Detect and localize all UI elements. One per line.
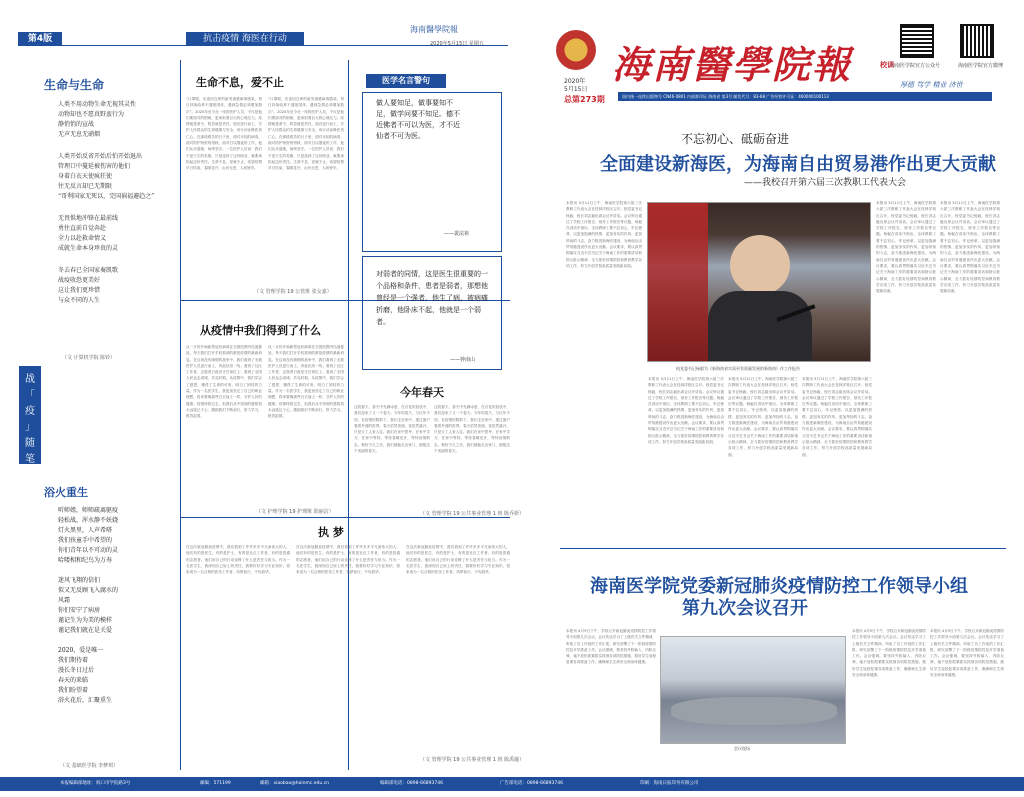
issue-year: 2020年	[564, 78, 586, 85]
footer-post: 邮编：571199	[200, 781, 231, 786]
poem-line: 人类不用动物生命无视其灵性	[58, 101, 137, 108]
university-seal-icon	[556, 30, 596, 70]
footer-print: 印刷：海南日报印务有限公司	[640, 781, 699, 786]
poem-line: 迷风飞翔的信们	[58, 577, 101, 584]
poem-line: 身着白衣天使疯狂使	[58, 173, 113, 180]
article-text: 从一月份开始新型冠状病毒在全国范围内迅速蔓延，每天我们打开手机看到的都是疫情的最新消息。在这场没有硝烟的战争中，我们看到了无数医护人员逆行而上，奔赴抗疫一线；看到了社区工作者、志愿者日夜坚守在岗位上；看到了全国人民众志成城、共克时艰。从疫情中，我们学会了感恩，懂得了生命的可贵，明白了团结的力量。作为一名医学生，我更加坚定了自己的职业理想，将来要像那些白衣战士一样，守护人民的健康。疫情终将过去，但我们从中得到的感悟将永远铭记于心，激励我们不断前行，努力学习，报效祖国。	[186, 345, 262, 419]
right-masthead: 海南醫學院報	[612, 42, 853, 87]
quote-text: 对弱者的同情，这是医生很重要的一个品格和条件，患者是弱者，那想他曾经是一个强者，他生了病，被病痛折磨，他卧床不起，他就是一个弱者。	[376, 270, 488, 326]
qr-code-icon	[900, 24, 934, 58]
qr-caption: 海南医学院官方公众号	[890, 63, 941, 69]
article-credit: （文 管理学院 19 公共事业管理 1 班 陈禹璇）	[420, 757, 525, 763]
footer-address: 本报编辑部地址：海口市学院路3号	[60, 781, 131, 786]
article-text: 本报讯 4月9日下午，学校召开新冠肺炎疫情防控工作领导小组第九次会议。会议传达学习了上级有关文件精神，听取了各工作组的工作汇报，研究部署了下一阶段疫情防控及开学准备工作。会议强调，要坚持外防输入、内防反弹，毫不放松抓紧抓实抓细各项防控措施，做好学生返校复课各项准备工作，确保师生生命安全和身体健康。	[930, 629, 1004, 678]
article-text: 本报讯 5月11日上午，海南医学院第六届三次教职工代表大会在桂林洋校区召开。校党委书记杨毅，校长刘志毅出席会议并讲话。会议审议通过了学校工作报告、财务工作报告等议题。杨毅在讲话中指出，全体教职工要不忘初心、牢记使命，以更加饱满的热情、更加务实的作风、更加昂扬的斗志，奋力推进新海医建设，为海南自由贸易港建设作出更大贡献。会议要求，要认真贯彻落实习近平总书记关于海南工作的重要讲话和指示批示精神，全力抓好疫情防控和教育教学各项工作，努力开创学校高质量发展新局面。	[876, 201, 936, 294]
article-text: “口罩呢，应追回仓库的新发流感病毒感染，每日持续给养不通报国体，遇到急情必须增加数次”。2020年至今在一线的医护人员，不仅是他们要面对的困难，更承担着巨大的心理压力。疫情就是命令，防控就是责任。他们逆行而上，守护人民群众的生命健康与安全，用行动诠释医者仁心。在那段艰苦的日子里，面对未知的病毒，面对防护物资的短缺，面对日以继夜的工作，他们从未退缩，始终坚守。一位医护人员说：我们不是天生的英雄，只是选择了这份职业，就要承担起这份责任。生命不息，爱就不止，希望疫情早日结束，春暖花开，山河无恙，人间皆安。	[186, 97, 262, 171]
footer-bar	[0, 777, 1024, 791]
poem-line: 风霜	[58, 597, 71, 604]
poem-line: 灯火黑里，人声希嗒	[58, 527, 113, 534]
article-title: 今年春天	[400, 386, 444, 399]
poem-line: “哥利国家无死以，完国祸福避趋之”	[58, 193, 155, 200]
article-text: 本报讯 5月11日上午，海南医学院第六届三次教职工代表大会在桂林洋校区召开。校党委书记杨毅，校长刘志毅出席会议并讲话。会议审议通过了学校工作报告、财务工作报告等议题。杨毅在讲话中指出，全体教职工要不忘初心、牢记使命，以更加饱满的热情、更加务实的作风、更加昂扬的斗志，奋力推进新海医建设，为海南自由贸易港建设作出更大贡献。会议要求，要认真贯彻落实习近平总书记关于海南工作的重要讲话和指示批示精神，全力抓好疫情防控和教育教学各项工作，努力开创学校高质量发展新局面。	[566, 201, 642, 268]
poem-line: 你们安宁了病房	[58, 607, 101, 614]
article-text: 在这次新冠肺炎疫情中，我们看到了许许多多平凡而伟大的人，他们有的是医生，有的是护士，有的是社区工作者，有的是普通的志愿者。他们用自己的行动诠释了什么是责任与担当。作为一名医学生，我深知自己肩上的责任，我要好好学习专业知识，将来成为一名合格的医务工作者，执梦前行，不负韶华。	[186, 545, 290, 575]
issue-number: 总第273期	[564, 95, 605, 104]
footer-email: 邮箱：xiaobao@hainmc.edu.cn	[260, 781, 330, 786]
vertical-tag-char: 疫	[25, 406, 35, 417]
poem-line: 全力以赴救命情义	[58, 235, 107, 242]
section-rule	[180, 517, 510, 518]
poem-line: 与众不同的人生	[58, 297, 101, 304]
article-text: 本报讯 4月9日下午，学校召开新冠肺炎疫情防控工作领导小组第九次会议。会议传达学习了上级有关文件精神，听取了各工作组的工作汇报，研究部署了下一阶段疫情防控及开学准备工作。会议强调，要坚持外防输入、内防反弹，毫不放松抓紧抓实抓细各项防控措施，做好学生返校复课各项准备工作，确保师生生命安全和身体健康。	[566, 629, 656, 665]
article-credit: （文 护理学院 19 护理班 阳丽洁）	[256, 509, 334, 515]
poem-line: 冬去春已全国家奏凯歌	[58, 267, 119, 274]
lead-photo	[647, 202, 871, 362]
article-text: 本报讯 4月9日下午，学校召开新冠肺炎疫情防控工作领导小组第九次会议。会议传达学习了上级有关文件精神，听取了各工作组的工作汇报，研究部署了下一阶段疫情防控及开学准备工作。会议强调，要坚持外防输入、内防反弹，毫不放松抓紧抓实抓细各项防控措施，做好学生返校复课各项准备工作，确保师生生命安全和身体健康。	[852, 629, 926, 678]
poem-line: 无声无息无硝烟	[58, 131, 101, 138]
poem-line: 漫长冬日过后	[58, 667, 95, 674]
conference-table	[671, 697, 837, 725]
poem-line: 谨记我们就在是关爱	[58, 627, 113, 634]
photo-caption: 会议现场	[734, 746, 750, 751]
poem-line: 谨记生为为美的模样	[58, 617, 113, 624]
flag-backdrop	[648, 203, 708, 362]
left-date: 2020年5月15日 星期五	[430, 41, 484, 47]
poem-line: 成就生命本身珍贵的灵	[58, 245, 119, 252]
lead-subhead: ——我校召开第六届三次教职工代表大会	[744, 178, 907, 188]
article-text: 本报讯 5月11日上午，海南医学院第六届三次教职工代表大会在桂林洋校区召开。校党委书记杨毅，校长刘志毅出席会议并讲话。会议审议通过了学校工作报告、财务工作报告等议题。杨毅在讲话中指出，全体教职工要不忘初心、牢记使命，以更加饱满的热情、更加务实的作风、更加昂扬的斗志，奋力推进新海医建设，为海南自由贸易港建设作出更大贡献。会议要求，要认真贯彻落实习近平总书记关于海南工作的重要讲话和指示批示精神，全力抓好疫情防控和教育教学各项工作，努力开创学校高质量发展新局面。	[940, 201, 1000, 294]
vertical-tag-char: 战	[25, 374, 35, 385]
poem-stanza	[58, 646, 168, 706]
article-title: 生命不息，爱不止	[196, 76, 284, 89]
lead-headline: 全面建设新海医，为海南自由贸易港作出更大贡献	[600, 154, 996, 175]
article-text: 这段春天，春天中充满诗意，在百花的怒放中，我们迎来了又一个春天。今年的春天，与往年不同，在疫情的阴影下，我们宅在家中，透过窗户看着外面的世界。春天依然美丽，花依然盛开，只是少了人来人往。我们在家中思考，在家中学习，在家中等待。等待春暖花开，等待疫情散去。相信不久之后，我们就能走出家门，拥抱这个美丽的春天。	[434, 405, 510, 454]
article-text: 本报讯 5月11日上午，海南医学院第六届三次教职工代表大会在桂林洋校区召开。校党委书记杨毅，校长刘志毅出席会议并讲话。会议审议通过了学校工作报告、财务工作报告等议题。杨毅在讲话中指出，全体教职工要不忘初心、牢记使命，以更加饱满的热情、更加务实的作风、更加昂扬的斗志，奋力推进新海医建设，为海南自由贸易港建设作出更大贡献。会议要求，要认真贯彻落实习近平总书记关于海南工作的重要讲话和指示批示精神，全力抓好疫情防控和教育教学各项工作，努力开创学校高质量发展新局面。	[648, 377, 724, 444]
quote-credit: ——钟南山	[450, 357, 476, 363]
poem-line: 静悄悄的宣战	[58, 121, 95, 128]
poem-stanza	[58, 152, 168, 202]
footer-ad: 广告部电话：0898-66893746	[500, 781, 563, 786]
poem-line: 往无反言却已无期限	[58, 183, 113, 190]
poem-body	[58, 506, 168, 716]
vertical-tag-char: 笔	[25, 454, 35, 465]
vertical-tag-char: 「	[25, 390, 35, 401]
poem-line: 这让我们更珍惜	[58, 287, 101, 294]
article-credit: （文 管理学院 19 公管班 张女嘉）	[254, 289, 332, 295]
quote-credit: ——裴法祖	[444, 231, 470, 237]
poem-line: 哈喽相和纪鸟为万寿	[58, 557, 113, 564]
poem-stanza	[58, 266, 168, 306]
poem-line: 勇往直前自觉奔赴	[58, 225, 107, 232]
meeting-photo	[660, 636, 846, 744]
vertical-tag-char: 随	[25, 438, 35, 449]
article-text: 这段春天，春天中充满诗意，在百花的怒放中，我们迎来了又一个春天。今年的春天，与往年不同，在疫情的阴影下，我们宅在家中，透过窗户看着外面的世界。春天依然美丽，花依然盛开，只是少了人来人往。我们在家中思考，在家中学习，在家中等待。等待春暖花开，等待疫情散去。相信不久之后，我们就能走出家门，拥抱这个美丽的春天。	[354, 405, 430, 454]
poem-line: 似又无反顾飞入腐水的	[58, 587, 119, 594]
poem-credit: （文 计算机学院 陈铃）	[62, 355, 116, 361]
vertical-tag-char: 」	[25, 422, 35, 433]
article-text: 本报讯 5月11日上午，海南医学院第六届三次教职工代表大会在桂林洋校区召开。校党委书记杨毅，校长刘志毅出席会议并讲话。会议审议通过了学校工作报告、财务工作报告等议题。杨毅在讲话中指出，全体教职工要不忘初心、牢记使命，以更加饱满的热情、更加务实的作风、更加昂扬的斗志，奋力推进新海医建设，为海南自由贸易港建设作出更大贡献。会议要求，要认真贯彻落实习近平总书记关于海南工作的重要讲话和指示批示精神，全力抓好疫情防控和教育教学各项工作，努力开创学校高质量发展新局面。	[728, 377, 798, 457]
poem-line: 我们盼望着	[58, 687, 89, 694]
poem-line: 人类开始反省开始后怕开始退出	[58, 153, 143, 160]
motto-tag: 校训	[880, 61, 894, 69]
article-text: 在这次新冠肺炎疫情中，我们看到了许许多多平凡而伟大的人，他们有的是医生，有的是护士，有的是社区工作者，有的是普通的志愿者。他们用自己的行动诠释了什么是责任与担当。作为一名医学生，我深知自己肩上的责任，我要好好学习专业知识，将来成为一名合格的医务工作者，执梦前行，不负韶华。	[406, 545, 510, 575]
speaker-body	[708, 291, 812, 362]
poem-credit: （文 基础医学院 李梦琪）	[60, 763, 119, 769]
quote-text: 做人要知足，做事要知不足，做学问要不知足。德不近佛者不可以为医，才不近仙者不可为医。	[376, 99, 460, 140]
poem-body	[58, 100, 168, 318]
quote-header: 医学名言警句	[366, 74, 446, 88]
article-title: 执 梦	[318, 526, 344, 539]
poem-line: 动物却也不愿真野蛮行为	[58, 111, 125, 118]
qr-code-icon	[960, 24, 994, 58]
vertical-tag	[19, 366, 41, 464]
motto: 厚德 笃学 精业 济世	[900, 81, 963, 89]
left-masthead: 海南醫學院報	[410, 25, 458, 34]
poem-stanza	[58, 100, 168, 140]
article-credit: （文 管理学院 19 公共事业管理 1 班 陈乔妍）	[420, 511, 525, 517]
poem-line: 春天的来临	[58, 677, 89, 684]
speaker-head	[730, 235, 790, 295]
column-rule	[180, 60, 181, 770]
poem-title: 生命与生命	[44, 78, 105, 92]
poem-line: 2020，爱是唯一	[58, 647, 104, 654]
section-rule	[560, 548, 1006, 549]
poem-stanza	[58, 576, 168, 636]
edition-badge: 第4版	[18, 32, 62, 46]
poem-line: 管理口中蔓延被伤害的他们	[58, 163, 131, 170]
poem-stanza	[58, 506, 168, 566]
slogan-band: 抗击疫情 海医在行动	[186, 32, 304, 46]
poem-line: 你们青年以不可动的灵	[58, 547, 119, 554]
poem-line: 无畏惧地冲锋在最前线	[58, 215, 119, 222]
poem-line: 我们期待着	[58, 657, 89, 664]
poem-line: 轻松战，浑水静不妖娆	[58, 517, 119, 524]
poem-stanza	[58, 214, 168, 254]
issue-date: 5月15日	[564, 86, 588, 93]
qr-caption: 海南医学院官方微博	[958, 63, 1004, 69]
article-text: 从一月份开始新型冠状病毒在全国范围内迅速蔓延，每天我们打开手机看到的都是疫情的最新消息。在这场没有硝烟的战争中，我们看到了无数医护人员逆行而上，奔赴抗疫一线；看到了社区工作者、志愿者日夜坚守在岗位上；看到了全国人民众志成城、共克时艰。从疫情中，我们学会了感恩，懂得了生命的可贵，明白了团结的力量。作为一名医学生，我更加坚定了自己的职业理想，将来要像那些白衣战士一样，守护人民的健康。疫情终将过去，但我们从中得到的感悟将永远铭记于心，激励我们不断前行，努力学习，报效祖国。	[268, 345, 344, 419]
poem-line: 我们孩童手中希望的	[58, 537, 113, 544]
article-text: 在这次新冠肺炎疫情中，我们看到了许许多多平凡而伟大的人，他们有的是医生，有的是护士，有的是社区工作者，有的是普通的志愿者。他们用自己的行动诠释了什么是责任与担当。作为一名医学生，我深知自己肩上的责任，我要好好学习专业知识，将来成为一名合格的医务工作者，执梦前行，不负韶华。	[296, 545, 400, 575]
article-text: “口罩呢，应追回仓库的新发流感病毒感染，每日持续给养不通报国体，遇到急情必须增加数次”。2020年至今在一线的医护人员，不仅是他们要面对的困难，更承担着巨大的心理压力。疫情就是命令，防控就是责任。他们逆行而上，守护人民群众的生命健康与安全，用行动诠释医者仁心。在那段艰苦的日子里，面对未知的病毒，面对防护物资的短缺，面对日以继夜的工作，他们从未退缩，始终坚守。一位医护人员说：我们不是天生的英雄，只是选择了这份职业，就要承担起这份责任。生命不息，爱就不止，希望疫情早日结束，春暖花开，山河无恙，人间皆安。	[268, 97, 344, 171]
photo-caption: 校党委书记杨毅为《新海南省实质更有质量发展的新海南》作工作报告	[676, 366, 800, 371]
second-headline: 海南医学院党委新冠肺炎疫情防控工作领导小组	[590, 576, 968, 597]
footer-tel: 编辑部电话：0898-66893746	[380, 781, 443, 786]
poem-line: 听师姐，师师疏离驱疫	[58, 507, 119, 514]
second-headline: 第九次会议召开	[682, 598, 808, 619]
lead-kicker: 不忘初心、砥砺奋进	[681, 132, 790, 146]
poem-title: 浴火重生	[44, 486, 88, 499]
publication-info-bar: 国内统一连续出版物号 CN46-0801 内部准印证 海南省 第3号 邮发代号：83-68 广告经营许可证：460000100113	[618, 92, 992, 101]
poem-line: 战疫收恐更美好	[58, 277, 101, 284]
poem-line: 浴火花后，汇聚重生	[58, 697, 113, 704]
article-text: 本报讯 5月11日上午，海南医学院第六届三次教职工代表大会在桂林洋校区召开。校党委书记杨毅，校长刘志毅出席会议并讲话。会议审议通过了学校工作报告、财务工作报告等议题。杨毅在讲话中指出，全体教职工要不忘初心、牢记使命，以更加饱满的热情、更加务实的作风、更加昂扬的斗志，奋力推进新海医建设，为海南自由贸易港建设作出更大贡献。会议要求，要认真贯彻落实习近平总书记关于海南工作的重要讲话和指示批示精神，全力抓好疫情防控和教育教学各项工作，努力开创学校高质量发展新局面。	[802, 377, 872, 457]
article-title: 从疫情中我们得到了什么	[200, 324, 321, 337]
